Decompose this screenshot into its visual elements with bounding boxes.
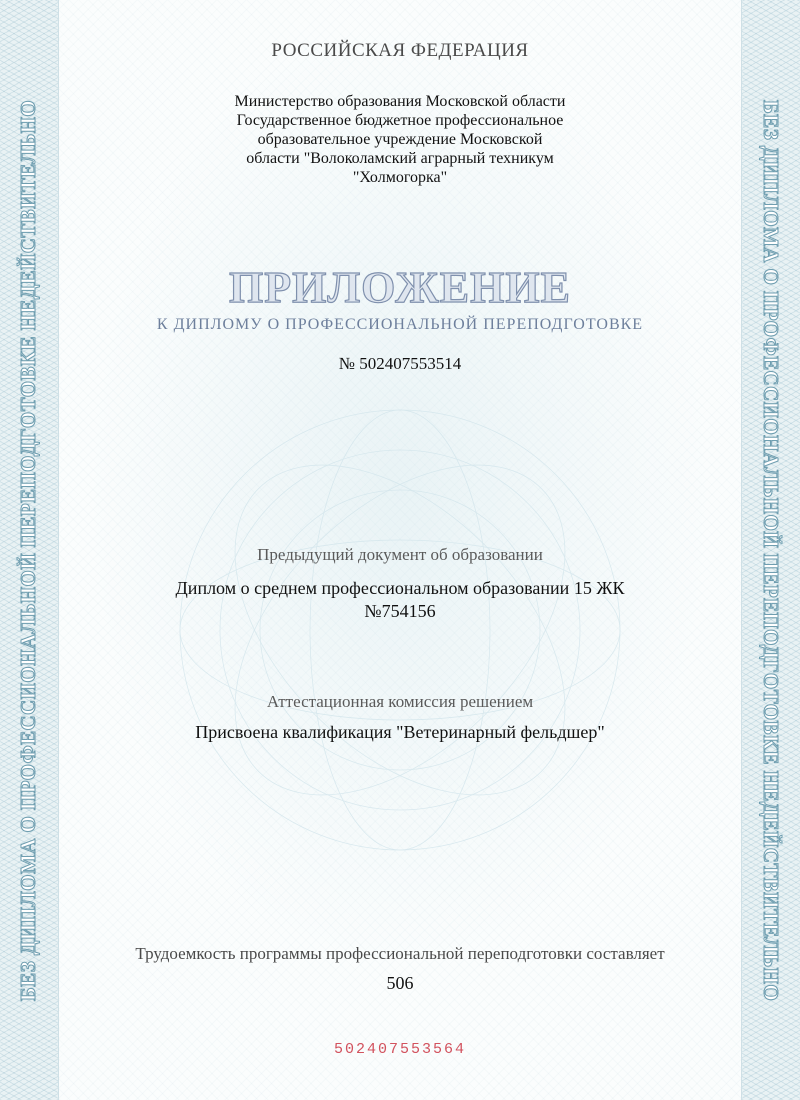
document-number: № 502407553514 (338, 354, 462, 373)
country-name: РОССИЙСКАЯ ФЕДЕРАЦИЯ (271, 40, 529, 61)
attestation-label: Аттестационная комиссия решением (266, 692, 534, 711)
left-border-caption: БЕЗ ДИПЛОМА О ПРОФЕССИОНАЛЬНОЙ ПЕРЕПОДГОТОВКЕ НЕДЕЙСТВИТЕЛЬНО (16, 99, 41, 1001)
previous-document-label: Предыдущий документ об образовании (257, 545, 543, 564)
serial-number: 502407553564 (333, 1041, 467, 1058)
institution-line: области "Волоколамский аграрный техникум (246, 150, 554, 167)
previous-document-value (58, 577, 742, 623)
previous-document-line2: №754156 (364, 601, 436, 621)
institution-line: Государственное бюджетное профессиональное (236, 112, 564, 129)
program-hours-value: 506 (386, 973, 414, 993)
document-title: ПРИЛОЖЕНИЕ (229, 263, 571, 312)
left-border-text (0, 0, 58, 1100)
attestation-value: Присвоена квалификация "Ветеринарный фельдшер" (195, 722, 605, 742)
institution-line: Министерство образования Московской области (234, 93, 566, 110)
program-hours-label: Трудоемкость программы профессиональной переподготовки составляет (135, 944, 665, 963)
right-border-caption: БЕЗ ДИПЛОМА О ПРОФЕССИОНАЛЬНОЙ ПЕРЕПОДГОТОВКЕ НЕДЕЙСТВИТЕЛЬНО (759, 99, 784, 1001)
institution-block (58, 92, 742, 187)
institution-line: образовательное учреждение Московской (257, 131, 543, 148)
right-border-text (742, 0, 800, 1100)
institution-line: "Холмогорка" (352, 169, 448, 186)
previous-document-line1: Диплом о среднем профессиональном образовании 15 ЖК (175, 578, 625, 598)
document-subtitle: К ДИПЛОМУ О ПРОФЕССИОНАЛЬНОЙ ПЕРЕПОДГОТОВКЕ (156, 316, 644, 333)
guilloche-watermark (150, 380, 650, 880)
